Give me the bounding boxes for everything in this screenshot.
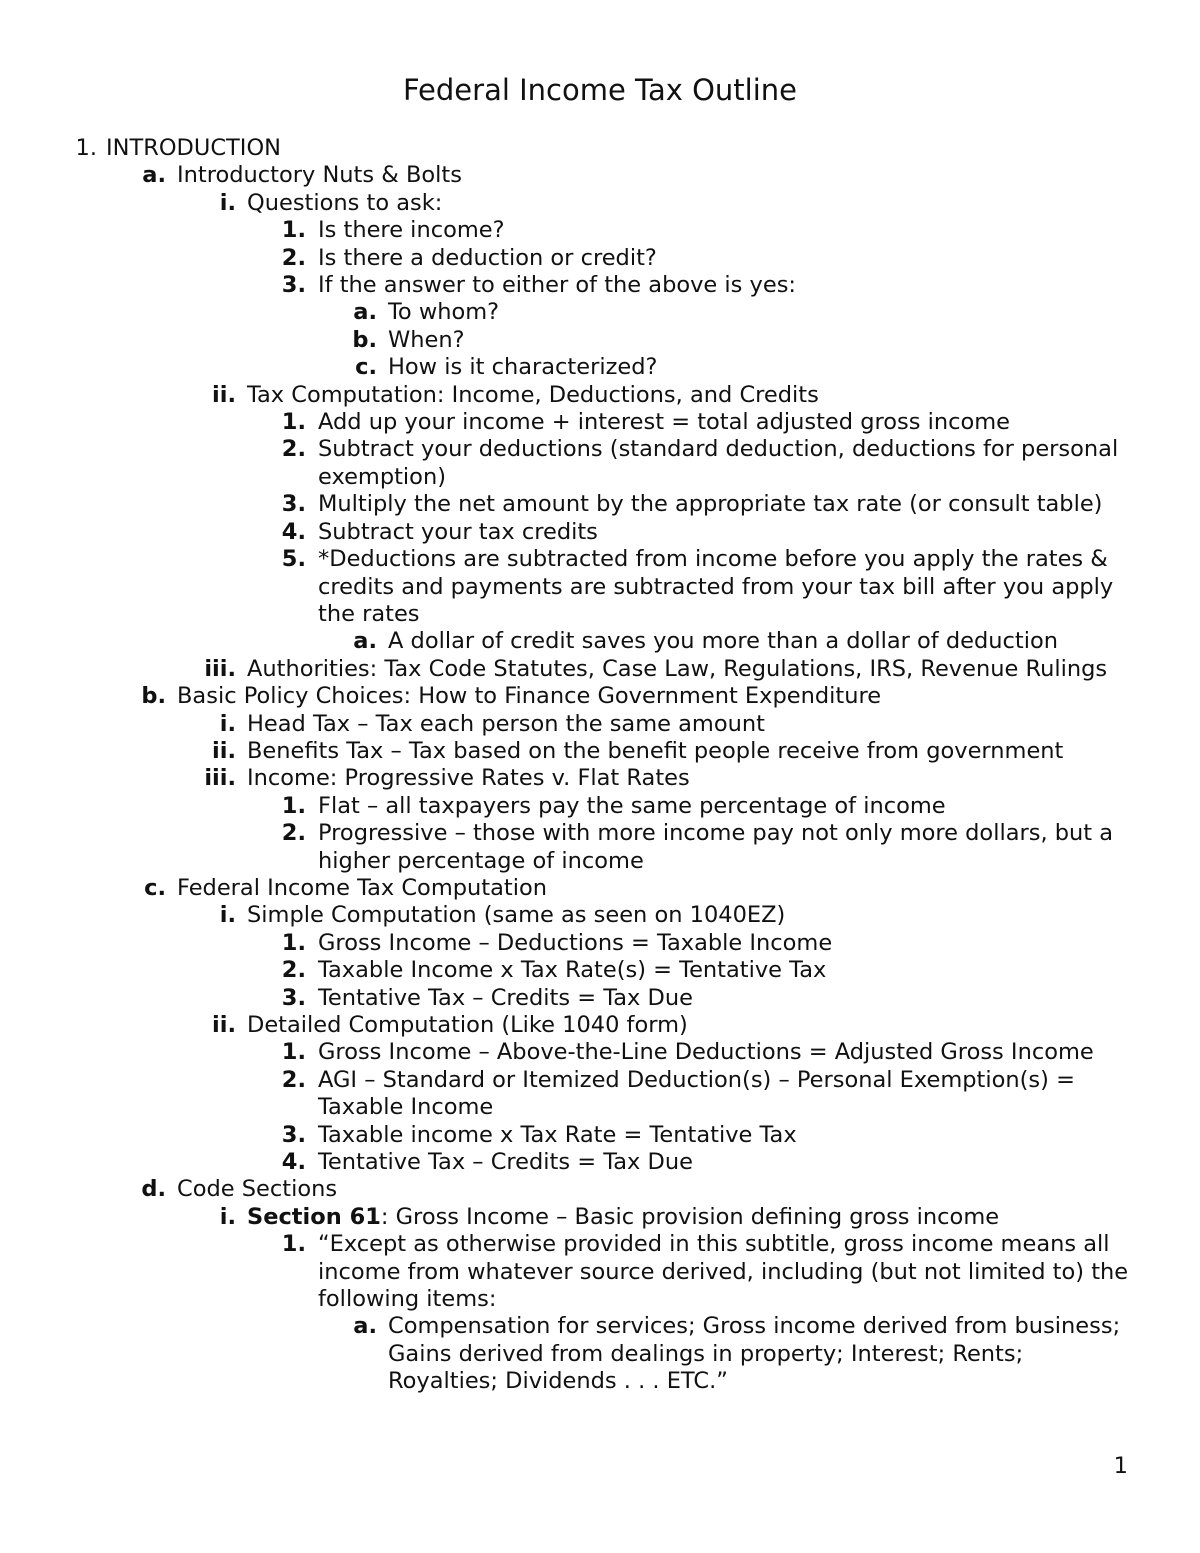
outline-item-level-2 xyxy=(0,1176,1200,1203)
outline-marker: iii. xyxy=(204,655,236,682)
outline-marker: ii. xyxy=(212,381,236,408)
outline-marker: 1. xyxy=(281,929,306,956)
outline-marker: a. xyxy=(353,299,377,326)
outline-marker: 3. xyxy=(281,272,306,299)
outline-item-level-5 xyxy=(0,299,1200,326)
outline-item-level-5 xyxy=(0,354,1200,381)
outline-item-level-4 xyxy=(0,409,1200,436)
outline-item-level-3 xyxy=(0,656,1200,683)
outline-item-level-2 xyxy=(0,162,1200,189)
outline-text: Introductory Nuts & Bolts xyxy=(177,162,462,189)
outline-text: Taxable Income x Tax Rate(s) = Tentative Tax xyxy=(318,957,827,984)
outline-item-level-4 xyxy=(0,546,1200,628)
outline-marker: i. xyxy=(219,1203,236,1230)
outline-item-level-4 xyxy=(0,957,1200,984)
outline-text: Taxable income x Tax Rate = Tentative Tax xyxy=(318,1121,797,1148)
outline-text: Subtract your tax credits xyxy=(318,518,598,545)
outline-marker: 5. xyxy=(281,546,306,573)
outline-item-level-3 xyxy=(0,382,1200,409)
outline-text: Gross Income – Deductions = Taxable Income xyxy=(318,929,833,956)
outline-text: Add up your income + interest = total adjusted gross income xyxy=(318,409,1011,436)
outline-marker: b. xyxy=(141,683,166,710)
outline-item-level-5 xyxy=(0,628,1200,655)
outline-item-level-4 xyxy=(0,217,1200,244)
outline-text: AGI – Standard or Itemized Deduction(s) – Personal Exemption(s) = Taxable Income xyxy=(318,1066,1075,1121)
document-title: Federal Income Tax Outline xyxy=(402,73,798,107)
outline-item-level-3 xyxy=(0,711,1200,738)
outline-text: A dollar of credit saves you more than a dollar of deduction xyxy=(388,628,1059,655)
outline-item-level-5 xyxy=(0,1313,1200,1395)
outline-item-level-3 xyxy=(0,902,1200,929)
outline-text: Authorities: Tax Code Statutes, Case Law, Regulations, IRS, Revenue Rulings xyxy=(247,655,1108,682)
outline-marker: a. xyxy=(353,1313,377,1340)
outline-text: Income: Progressive Rates v. Flat Rates xyxy=(247,765,690,792)
outline-marker: 2. xyxy=(281,1066,306,1093)
outline-text: Tentative Tax – Credits = Tax Due xyxy=(318,984,693,1011)
outline-item-level-2 xyxy=(0,875,1200,902)
outline-item-level-3 xyxy=(0,1204,1200,1231)
outline-item-level-4 xyxy=(0,820,1200,875)
outline-marker: 1. xyxy=(281,792,306,819)
outline-marker: 4. xyxy=(281,1149,306,1176)
outline-text: Basic Policy Choices: How to Finance Government Expenditure xyxy=(177,683,882,710)
outline-item-level-4 xyxy=(0,1067,1200,1122)
page-number: 1 xyxy=(1113,1453,1128,1479)
outline-text: Is there income? xyxy=(318,217,505,244)
outline-marker: i. xyxy=(219,710,236,737)
outline-item-level-4 xyxy=(0,491,1200,518)
outline-item-level-3 xyxy=(0,190,1200,217)
outline-item-level-1 xyxy=(0,135,1200,162)
outline-item-level-4 xyxy=(0,1039,1200,1066)
outline-text: Benefits Tax – Tax based on the benefit people receive from government xyxy=(247,737,1064,764)
outline-text: Compensation for services; Gross income derived from business; Gains derived from dealings in property; Interest; Rents; Royalties; Dividends . . . ETC.” xyxy=(388,1313,1121,1395)
outline-item-level-4 xyxy=(0,1231,1200,1313)
outline-text: Federal Income Tax Computation xyxy=(177,874,547,901)
outline-marker: a. xyxy=(353,628,377,655)
outline-item-level-4 xyxy=(0,519,1200,546)
outline-text: If the answer to either of the above is yes: xyxy=(318,272,797,299)
outline-marker: 1. xyxy=(75,135,97,161)
outline-marker: 3. xyxy=(281,984,306,1011)
outline-item-level-4 xyxy=(0,272,1200,299)
outline-marker: 2. xyxy=(281,957,306,984)
outline-marker: iii. xyxy=(204,765,236,792)
outline-marker: i. xyxy=(219,189,236,216)
outline-item-level-2 xyxy=(0,683,1200,710)
section-reference: Section 61 xyxy=(247,1203,381,1230)
outline-item-level-5 xyxy=(0,327,1200,354)
outline-marker: 1. xyxy=(281,217,306,244)
outline-marker: a. xyxy=(142,162,166,189)
outline-marker: ii. xyxy=(212,737,236,764)
outline-marker: 1. xyxy=(281,1039,306,1066)
outline-text: Detailed Computation (Like 1040 form) xyxy=(247,1012,688,1038)
outline-text: Simple Computation (same as seen on 1040EZ) xyxy=(247,902,786,929)
outline-item-level-3 xyxy=(0,1012,1200,1039)
outline-text: Progressive – those with more income pay not only more dollars, but a higher percentage of income xyxy=(318,820,1114,874)
outline-item-level-4 xyxy=(0,245,1200,272)
outline-marker: 2. xyxy=(281,820,306,847)
outline-marker: 4. xyxy=(281,518,306,545)
outline-text: To whom? xyxy=(388,299,500,326)
outline-marker: i. xyxy=(219,902,236,929)
outline-item-level-4 xyxy=(0,985,1200,1012)
outline-marker: b. xyxy=(352,326,377,353)
outline-item-level-3 xyxy=(0,765,1200,792)
outline-marker: ii. xyxy=(212,1012,236,1038)
outline-marker: 2. xyxy=(281,244,306,271)
outline-marker: 1. xyxy=(281,409,306,436)
outline-item-level-4 xyxy=(0,793,1200,820)
outline-marker: 3. xyxy=(281,1121,306,1148)
outline-text: Code Sections xyxy=(177,1176,338,1203)
outline-text: Multiply the net amount by the appropriate tax rate (or consult table) xyxy=(318,491,1103,518)
outline-item-level-4 xyxy=(0,1149,1200,1176)
outline-text-rest: : Gross Income – Basic provision defining gross income xyxy=(380,1203,1000,1230)
outline-item-level-4 xyxy=(0,436,1200,491)
outline-text: Head Tax – Tax each person the same amount xyxy=(247,710,765,737)
outline-text: Flat – all taxpayers pay the same percentage of income xyxy=(318,792,946,819)
outline-text xyxy=(247,1204,1140,1231)
outline-marker: c. xyxy=(144,874,166,901)
outline-marker: 3. xyxy=(281,491,306,518)
outline-marker: 1. xyxy=(281,1231,306,1258)
outline-text: Subtract your deductions (standard deduction, deductions for personal exemption) xyxy=(318,436,1119,490)
outline-list xyxy=(0,135,1200,1396)
outline-item-level-4 xyxy=(0,930,1200,957)
outline-text: Gross Income – Above-the-Line Deductions = Adjusted Gross Income xyxy=(318,1039,1094,1066)
outline-text: Tax Computation: Income, Deductions, and Credits xyxy=(247,381,819,408)
outline-text: Questions to ask: xyxy=(247,189,443,216)
outline-text: Is there a deduction or credit? xyxy=(318,244,657,271)
outline-text: INTRODUCTION xyxy=(106,135,281,161)
outline-item-level-3 xyxy=(0,738,1200,765)
outline-text: *Deductions are subtracted from income before you apply the rates & credits and payments are subtracted from your tax bill after you apply the rates xyxy=(318,546,1114,627)
outline-item-level-4 xyxy=(0,1122,1200,1149)
outline-marker: d. xyxy=(141,1176,166,1203)
outline-text: Tentative Tax – Credits = Tax Due xyxy=(318,1149,693,1176)
outline-text: How is it characterized? xyxy=(388,354,658,381)
outline-marker: 2. xyxy=(281,436,306,463)
outline-text: “Except as otherwise provided in this subtitle, gross income means all income from whatever source derived, including (but not limited to) the following items: xyxy=(318,1231,1129,1313)
outline-marker: c. xyxy=(355,354,377,381)
outline-text: When? xyxy=(388,326,465,353)
